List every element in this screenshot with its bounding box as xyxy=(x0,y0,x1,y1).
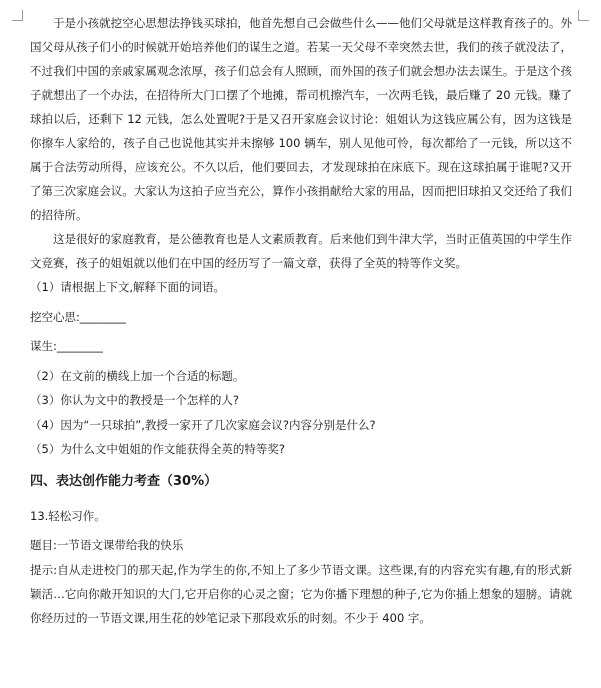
document-body xyxy=(30,11,572,630)
passage-paragraph-1: 于是小孩就挖空心思想法挣钱买球拍，他首先想自己会做些什么——他们父母就是这样教育孩子的。外国父母从孩子们小的时候就开始培养他们的谋生之道。若某一天父母不幸突然去世，我们的孩子就没法了，不过我们中国的亲戚家属观念浓厚，孩子们总会有人照顾，而外国的孩子们就会想办法去谋生。于是这个孩子就想出了一个办法，在招待所大门口摆了个地摊，帮司机擦汽车，一次两毛钱，最后赚了 20 元钱。赚了球拍以后，还剩下 12 元钱，怎么处置呢?于是又召开家庭会议讨论：姐姐认为这钱应属公有，因为这钱是你擦车人家给的，孩子自己也说他其实并未擦够 100 辆车，别人见他可怜，每次都给了一元钱，所以这不属于合法劳动所得，应该充公。不久以后，他们要回去，才发现球拍在床底下。现在这球拍属于谁呢?又开了第三次家庭会议。大家认为这拍子应当充公，算作小孩捐献给大家的用品，因而把旧球拍又交还给了我们的招待所。 xyxy=(30,16,572,222)
question-2: （2）在文前的横线上加一个合适的标题。 xyxy=(30,368,245,383)
passage-paragraph-2: 这是很好的家庭教育，是公德教育也是人文素质教育。后来他们到牛津大学，当时正值英国的中学生作文竞赛，孩子的姐姐就以他们在中国的经历写了一篇文章，获得了全英的特等作文奖。 xyxy=(30,232,572,270)
question-5: （5）为什么文中姐姐的作文能获得全英的特等奖? xyxy=(30,442,285,456)
section-4-item: 13.轻松习作。 xyxy=(30,508,106,523)
essay-topic: 题目:一节语文课带给我的快乐 xyxy=(30,538,184,552)
page-corner-mark-right xyxy=(578,10,589,21)
question-1-word-b: 谋生:________ xyxy=(30,339,103,353)
question-4: （4）因为“一只球拍”,教授一家开了几次家庭会议?内容分别是什么? xyxy=(30,417,376,432)
question-3: （3）你认为文中的教授是一个怎样的人? xyxy=(30,393,239,407)
essay-hint: 提示:自从走进校门的那天起,作为学生的你,不知上了多少节语文课。这些课,有的内容充实有趣,有的形式新颖活…它向你敞开知识的大门,它开启你的心灵之窗；它为你播下理想的种子,它为你插上想象的翅膀。请就你经历过的一节语文课,用生花的妙笔记录下那段欢乐的时刻。不少于 400 字。 xyxy=(30,562,572,625)
section-4-heading: 四、表达创作能力考查（30%） xyxy=(30,473,218,489)
page-corner-mark-left xyxy=(12,10,23,21)
question-1-word-a: 挖空心思:________ xyxy=(30,309,126,324)
question-1: （1）请根据上下文,解释下面的词语。 xyxy=(30,280,225,294)
